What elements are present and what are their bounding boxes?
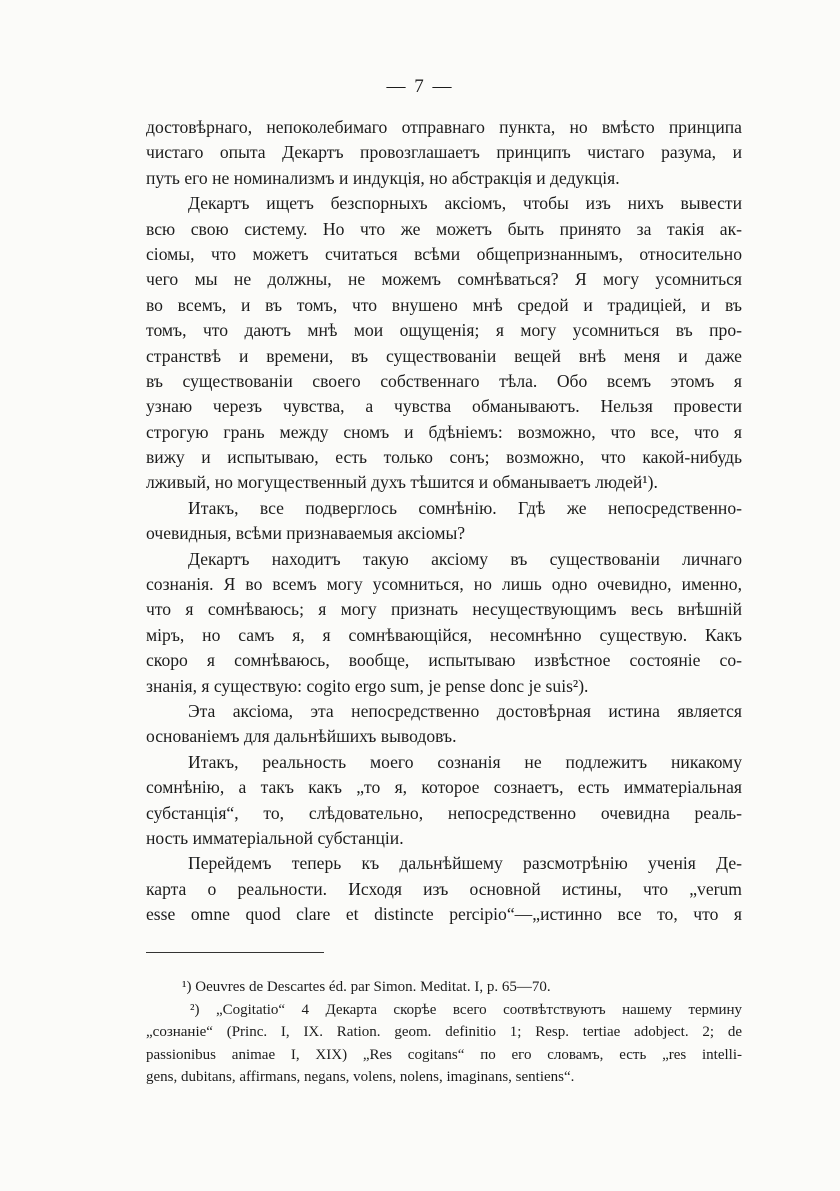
text-line: скоро я сомнѣваюсь, вообще, испытываю извѣстное состояніе со-: [146, 650, 742, 671]
text-line: странствѣ и времени, въ существованіи вещей внѣ меня и даже: [146, 345, 742, 366]
footnote-line: passionibus animae I, XIX) „Res cogitans“ по его словамъ, есть „res intelli-: [146, 1046, 742, 1063]
text-line: субстанція“, то, слѣдовательно, непосредственно очевидна реаль-: [146, 802, 742, 823]
text-line: Эта аксіома, эта непосредственно достовѣрная истина является: [188, 700, 742, 721]
text-line: міръ, но самъ я, я сомнѣвающійся, несомнѣнно существую. Какъ: [146, 624, 742, 645]
text-line: всю свою систему. Но что же можетъ быть принято за такія ак-: [146, 218, 742, 239]
footnote-line: ²) „Cogitatio“ 4 Декарта скорѣе всего соотвѣтствуютъ нашему термину: [190, 1001, 742, 1018]
text-line: узнаю черезъ чувства, а чувства обманываютъ. Нельзя провести: [146, 396, 742, 417]
footnote-line: gens, dubitans, affirmans, negans, volens, nolens, imaginans, sentiens“.: [146, 1069, 575, 1085]
text-line: вижу и испытываю, есть только сонъ; возможно, что какой-нибудь: [146, 447, 742, 468]
text-line: въ существованіи своего собственнаго тѣла. Обо всемъ этомъ я: [146, 370, 742, 391]
text-line: строгую грань между сномъ и бдѣніемъ: возможно, что все, что я: [146, 421, 742, 442]
text-line: лживый, но могущественный духъ тѣшится и обманываетъ людей¹).: [146, 472, 658, 493]
footnote-separator: [146, 952, 324, 953]
text-line: что я сомнѣваюсь; я могу признать несуществующимъ весь внѣшній: [146, 599, 742, 620]
text-line: томъ, что даютъ мнѣ мои ощущенія; я могу усомниться въ про-: [146, 320, 742, 341]
footnote-line: ¹) Oeuvres de Descartes éd. par Simon. Meditat. I, p. 65—70.: [182, 979, 551, 995]
text-line: esse omne quod clare et distincte percipio“—„истинно все то, что я: [146, 904, 742, 925]
page-number: — 7 —: [386, 76, 454, 97]
text-line: чего мы не должны, не можемъ сомнѣваться? Я могу усомниться: [146, 269, 742, 290]
text-line: знанія, я существую: cogito ergo sum, je pense donc je suis²).: [146, 675, 589, 696]
text-line: Декартъ находитъ такую аксіому въ существованіи личнаго: [188, 548, 742, 569]
text-line: Итакъ, все подверглось сомнѣнію. Гдѣ же непосредственно-: [188, 497, 742, 518]
footnote-line: „сознаніе“ (Princ. I, IX. Ration. geom. definitio 1; Resp. tertiae adobject. 2; de: [146, 1024, 742, 1040]
text-line: достовѣрнаго, непоколебимаго отправнаго пункта, но вмѣсто принципа: [146, 117, 742, 137]
text-line: очевидныя, всѣми признаваемыя аксіомы?: [146, 523, 466, 544]
text-line: основаніемъ для дальнѣйшихъ выводовъ.: [146, 726, 457, 747]
text-line: во всемъ, и въ томъ, что внушено мнѣ средой и традиціей, и въ: [146, 294, 742, 315]
text-line: сознанія. Я во всемъ могу усомниться, но лишь одно очевидно, именно,: [146, 574, 742, 595]
text-line: сомнѣнію, а такъ какъ „то я, которое сознаетъ, есть имматеріальная: [146, 777, 742, 798]
text-line: чистаго опыта Декартъ провозглашаетъ принципъ чистаго разума, и: [146, 142, 742, 163]
text-line: Декартъ ищетъ безспорныхъ аксіомъ, чтобы изъ нихъ вывести: [188, 193, 742, 214]
text-line: путь его не номинализмъ и индукція, но абстракція и дедукція.: [146, 167, 620, 188]
footnotes: [146, 976, 742, 1089]
text-line: Перейдемъ теперь къ дальнѣйшему разсмотрѣнію ученія Де-: [188, 853, 742, 874]
text-line: Итакъ, реальность моего сознанія не подлежитъ никакому: [188, 751, 742, 772]
text-line: сіомы, что можетъ считаться всѣми общепризнаннымъ, относительно: [146, 243, 742, 264]
body-text: [146, 115, 742, 928]
text-line: ность имматеріальной субстанціи.: [146, 827, 404, 848]
text-line: карта о реальности. Исходя изъ основной истины, что „verum: [146, 878, 742, 899]
